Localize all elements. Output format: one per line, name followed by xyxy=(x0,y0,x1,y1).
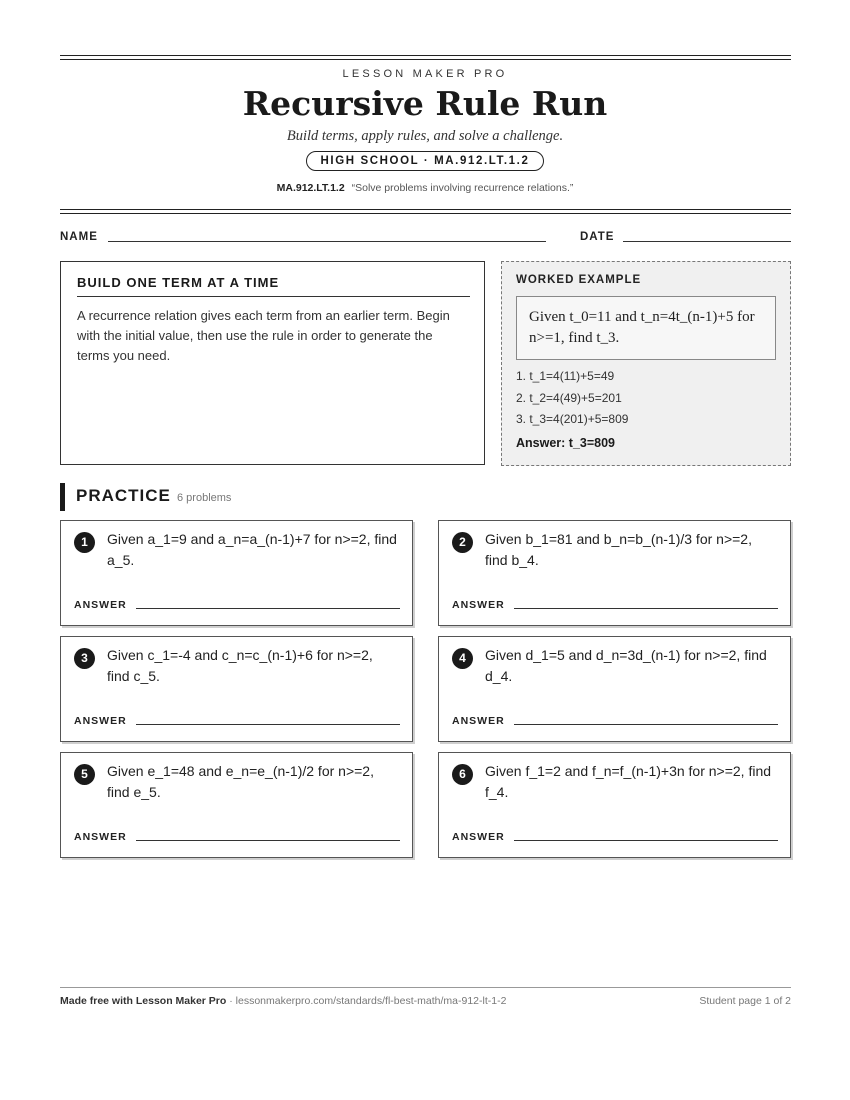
worked-example-step: 3. t_3=4(201)+5=809 xyxy=(516,412,629,426)
intro-heading: BUILD ONE TERM AT A TIME xyxy=(77,275,470,297)
answer-field[interactable] xyxy=(514,608,778,609)
footer-credit xyxy=(60,995,506,1007)
worked-example-given: Given t_0=11 and t_n=4t_(n-1)+5 for n>=1, find t_3. xyxy=(516,296,776,360)
problem-card-5 xyxy=(60,752,413,858)
worked-example-heading: WORKED EXAMPLE xyxy=(516,274,642,286)
problem-prompt: Given e_1=48 and e_n=e_(n-1)/2 for n>=2, find e_5. xyxy=(107,763,374,800)
problem-number-badge: 4 xyxy=(452,648,473,669)
page-subtitle: Build terms, apply rules, and solve a challenge. xyxy=(286,128,564,144)
standard-line xyxy=(0,182,850,194)
standard-code: MA.912.LT.1.2 xyxy=(276,182,345,194)
answer-field[interactable] xyxy=(136,724,400,725)
level-pill-container xyxy=(0,151,850,171)
name-field[interactable] xyxy=(108,241,546,242)
intro-text: A recurrence relation gives each term from an earlier term. Begin with the initial value, then use the rule in order to generate the terms you need. xyxy=(77,308,450,363)
practice-count: 6 problems xyxy=(177,492,232,504)
standard-description: “Solve problems involving recurrence relations.” xyxy=(351,182,574,194)
header-top-rule xyxy=(60,55,791,60)
problem-prompt: Given c_1=-4 and c_n=c_(n-1)+6 for n>=2, find c_5. xyxy=(107,647,373,684)
problem-card-1 xyxy=(60,520,413,626)
problem-prompt: Given d_1=5 and d_n=3d_(n-1) for n>=2, find d_4. xyxy=(485,647,767,684)
answer-label: ANSWER xyxy=(74,715,127,727)
footer-made-with: Made free with Lesson Maker Pro xyxy=(60,995,227,1007)
worked-example-step: 1. t_1=4(11)+5=49 xyxy=(516,369,615,383)
brand-name: LESSON MAKER PRO xyxy=(342,68,508,80)
problem-card-6 xyxy=(438,752,791,858)
answer-label: ANSWER xyxy=(74,831,127,843)
practice-accent-bar xyxy=(60,483,65,511)
problem-card-2 xyxy=(438,520,791,626)
date-field[interactable] xyxy=(623,241,791,242)
problem-number-badge: 3 xyxy=(74,648,95,669)
footer-rule xyxy=(60,987,791,988)
problem-card-3 xyxy=(60,636,413,742)
problem-number-badge: 6 xyxy=(452,764,473,785)
level-pill: HIGH SCHOOL · MA.912.LT.1.2 xyxy=(306,151,545,171)
worked-example-steps xyxy=(516,366,628,431)
practice-heading: PRACTICE xyxy=(76,486,171,505)
answer-field[interactable] xyxy=(514,724,778,725)
answer-field[interactable] xyxy=(136,840,400,841)
problem-prompt: Given b_1=81 and b_n=b_(n-1)/3 for n>=2, find b_4. xyxy=(485,531,752,568)
answer-label: ANSWER xyxy=(452,831,505,843)
worked-example-step: 2. t_2=4(49)+5=201 xyxy=(516,390,622,405)
intro-panel xyxy=(60,261,485,465)
answer-label: ANSWER xyxy=(452,599,505,611)
name-label: NAME xyxy=(60,231,98,243)
header-bottom-rule xyxy=(60,209,791,214)
footer-page-number: Student page 1 of 2 xyxy=(699,995,791,1007)
problem-prompt: Given a_1=9 and a_n=a_(n-1)+7 for n>=2, find a_5. xyxy=(107,531,397,568)
problem-card-4 xyxy=(438,636,791,742)
date-label: DATE xyxy=(580,231,615,243)
answer-label: ANSWER xyxy=(74,599,127,611)
problem-prompt: Given f_1=2 and f_n=f_(n-1)+3n for n>=2, find f_4. xyxy=(485,763,772,800)
problem-number-badge: 2 xyxy=(452,532,473,553)
answer-field[interactable] xyxy=(136,608,400,609)
problem-number-badge: 1 xyxy=(74,532,95,553)
footer-url[interactable]: · lessonmakerpro.com/standards/fl-best-math/ma-912-lt-1-2 xyxy=(229,995,507,1007)
answer-label: ANSWER xyxy=(452,715,505,727)
page-title: Recursive Rule Run xyxy=(242,84,608,123)
answer-field[interactable] xyxy=(514,840,778,841)
worked-example-answer: Answer: t_3=809 xyxy=(516,436,616,450)
problem-number-badge: 5 xyxy=(74,764,95,785)
worked-example-panel xyxy=(501,261,791,466)
